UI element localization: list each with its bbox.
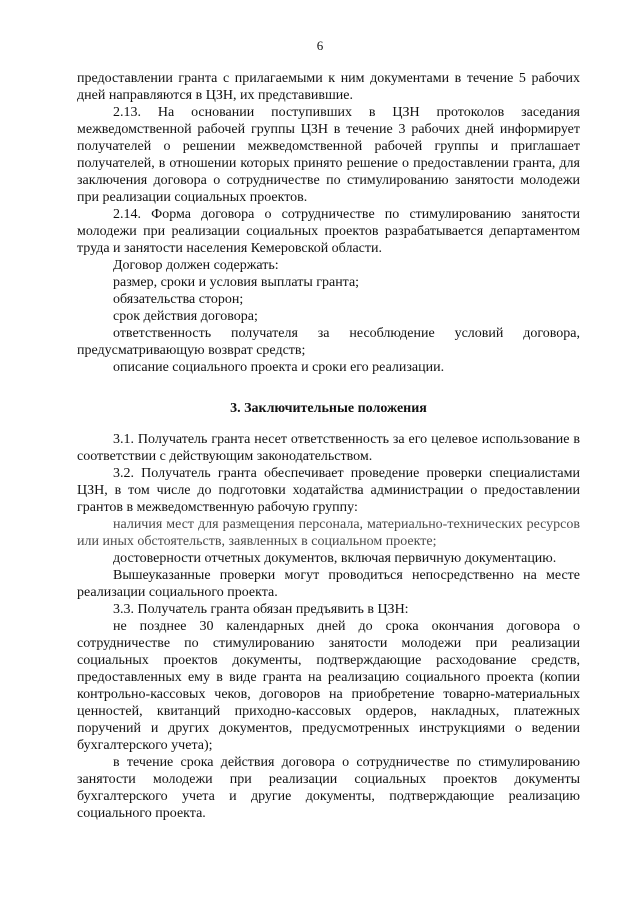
document-body bbox=[77, 70, 580, 822]
list-item: наличия мест для размещения персонала, материально-технических ресурсов или иных обстоятельств, заявленных в социальном проекте; bbox=[77, 517, 580, 549]
page-number: 6 bbox=[316, 38, 324, 53]
paragraph-continuation: предоставлении гранта с прилагаемыми к ним документами в течение 5 рабочих дней направляются в ЦЗН, их представившие. bbox=[77, 71, 580, 103]
paragraph-3-3: 3.3. Получатель гранта обязан предъявить в ЦЗН: bbox=[113, 602, 409, 617]
paragraph-3-1: 3.1. Получатель гранта несет ответственность за его целевое использование в соответствии с действующим законодательством. bbox=[77, 432, 580, 464]
list-item: описание социального проекта и сроки его реализации. bbox=[113, 360, 445, 375]
list-item: достоверности отчетных документов, включая первичную документацию. bbox=[113, 551, 557, 566]
paragraph-checks: Вышеуказанные проверки могут проводиться непосредственно на месте реализации социального проекта. bbox=[77, 568, 580, 600]
list-item: не позднее 30 календарных дней до срока окончания договора о сотрудничестве по стимулированию занятости молодежи при реализации социальных проектов документы, подтверждающие расходование средств, предоставленных ему в виде гранта на реализацию социального проекта (копии контрольно-кассовых чеков, договоров на приобретение товарно-материальных ценностей, квитанций приходно-кассовых ордеров, накладных, платежных поручений и других документов, предусмотренных инструкциями о ведении бухгалтерского учета); bbox=[77, 619, 580, 753]
list-item: ответственность получателя за несоблюдение условий договора, предусматривающую возврат средств; bbox=[77, 326, 580, 358]
list-item: в течение срока действия договора о сотрудничестве по стимулированию занятости молодежи при реализации социальных проектов документы бухгалтерского учета и другие документы, подтверждающие реализацию социального проекта. bbox=[77, 755, 580, 821]
paragraph-2-13: 2.13. На основании поступивших в ЦЗН протоколов заседания межведомственной рабочей группы ЦЗН в течение 3 рабочих дней информирует получателей о решении межведомственной рабочей группы и приглашает получателей, в отношении которых принято решение о предоставлении гранта, для заключения договора о сотрудничестве по стимулированию занятости молодежи при реализации социальных проектов. bbox=[77, 105, 580, 205]
paragraph-contract-contents: Договор должен содержать: bbox=[113, 258, 279, 273]
list-item: обязательства сторон; bbox=[113, 292, 244, 307]
list-item: размер, сроки и условия выплаты гранта; bbox=[113, 275, 360, 290]
paragraph-3-2: 3.2. Получатель гранта обеспечивает проведение проверки специалистами ЦЗН, в том числе до подготовки ходатайства администрации о предоставлении грантов в межведомственную рабочую группу: bbox=[77, 466, 580, 515]
paragraph-2-14: 2.14. Форма договора о сотрудничестве по стимулированию занятости молодежи при реализации социальных проектов разрабатывается департаментом труда и занятости населения Кемеровской области. bbox=[77, 207, 580, 256]
list-item: срок действия договора; bbox=[113, 309, 258, 324]
section-heading: 3. Заключительные положения bbox=[230, 401, 427, 416]
